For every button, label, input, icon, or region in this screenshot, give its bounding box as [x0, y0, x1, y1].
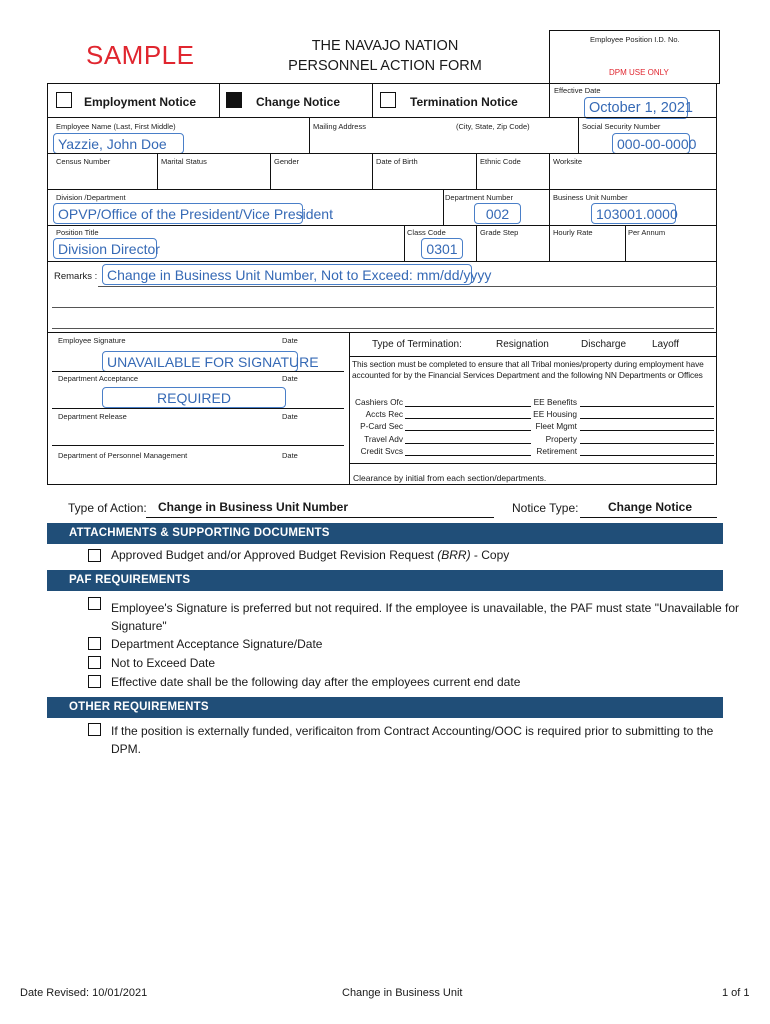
- termination-option-layoff[interactable]: Layoff: [652, 339, 680, 350]
- ethnic-code-label: Ethnic Code: [480, 157, 521, 166]
- footer-title: Change in Business Unit: [342, 987, 463, 999]
- other-item-line1: If the position is externally funded, verificaiton from Contract Accounting/OOC is required prior to submitting to the: [111, 724, 714, 738]
- notice-type-label: Notice Type:: [512, 501, 579, 515]
- date-label: Date: [282, 451, 298, 460]
- gender-label: Gender: [274, 157, 300, 166]
- initial-line[interactable]: [405, 430, 531, 431]
- initial-line[interactable]: [405, 455, 531, 456]
- divider: [476, 153, 477, 189]
- initial-line[interactable]: [405, 443, 531, 444]
- termination-option-resignation[interactable]: Resignation: [496, 339, 549, 350]
- employee-signature-field[interactable]: UNAVAILABLE FOR SIGNATURE: [102, 351, 298, 372]
- other-checkbox[interactable]: [88, 723, 101, 736]
- clearance-item: EE Housing: [533, 409, 577, 420]
- clearance-left-list: [352, 396, 403, 457]
- initial-line[interactable]: [405, 406, 531, 407]
- attachments-banner: ATTACHMENTS & SUPPORTING DOCUMENTS: [47, 523, 723, 544]
- divider: [372, 83, 373, 117]
- attachment-item: [111, 546, 509, 564]
- sample-stamp: SAMPLE: [86, 40, 195, 70]
- change-notice-label: Change Notice: [256, 95, 341, 109]
- divider: [404, 225, 405, 261]
- termination-notice-label: Termination Notice: [410, 95, 518, 109]
- divider: [372, 153, 373, 189]
- mailing-address-label: Mailing Address: [313, 122, 366, 131]
- initial-line[interactable]: [580, 406, 714, 407]
- row-divider: [349, 356, 717, 357]
- grade-step-label: Grade Step: [480, 228, 519, 237]
- employment-notice-label: Employment Notice: [84, 95, 197, 109]
- per-annum-label: Per Annum: [628, 228, 666, 237]
- notice-type-line: [580, 517, 717, 518]
- employee-name-label: Employee Name (Last, First Middle): [56, 122, 176, 131]
- ssn-field[interactable]: 000-00-0000: [612, 133, 690, 154]
- termination-instruction: This section must be completed to ensure that all Tribal monies/property during employment have accounted for by the Financial Services Department and the following NN Departments or Offices: [352, 359, 704, 380]
- other-requirements-banner: OTHER REQUIREMENTS: [47, 697, 723, 718]
- termination-type-label: Type of Termination:: [372, 339, 462, 350]
- department-number-field[interactable]: 002: [474, 203, 521, 224]
- clearance-note: Clearance by initial from each section/departments.: [353, 473, 547, 483]
- dpm-label: Department of Personnel Management: [58, 451, 188, 460]
- employee-name-field[interactable]: Yazzie, John Doe: [53, 133, 184, 154]
- department-acceptance-label: Department Acceptance: [58, 374, 139, 383]
- row-divider: [47, 189, 717, 190]
- divider: [625, 225, 626, 261]
- change-notice-checkbox[interactable]: [226, 92, 242, 108]
- divider: [476, 225, 477, 261]
- paf-item-nte: Not to Exceed Date: [111, 656, 216, 670]
- clearance-item: Credit Svcs: [360, 445, 403, 456]
- divider: [549, 189, 550, 225]
- attachment-item-text: Approved Budget and/or Approved Budget Revision Request: [111, 548, 434, 562]
- divider: [549, 83, 550, 117]
- business-unit-field[interactable]: 103001.0000: [591, 203, 676, 224]
- footer-date-revised: Date Revised: 10/01/2021: [20, 987, 148, 999]
- hourly-rate-label: Hourly Rate: [553, 228, 593, 237]
- remarks-line: [98, 286, 717, 287]
- divider: [219, 83, 220, 117]
- paf-item-signature-line2: Signature": [111, 619, 167, 633]
- date-label: Date: [282, 412, 298, 421]
- paf-item-acceptance: Department Acceptance Signature/Date: [111, 637, 323, 651]
- row-divider: [47, 117, 717, 118]
- divider: [549, 225, 550, 261]
- divider: [157, 153, 158, 189]
- attachment-item-brr: (BRR): [437, 548, 471, 562]
- termination-option-discharge[interactable]: Discharge: [581, 339, 627, 350]
- type-of-action-line: [146, 517, 494, 518]
- worksite-label: Worksite: [553, 157, 583, 166]
- remarks-line: [52, 328, 714, 329]
- date-label: Date: [282, 336, 298, 345]
- effective-date-field[interactable]: October 1, 2021: [584, 97, 688, 119]
- date-label: Date: [282, 374, 298, 383]
- notice-type-value[interactable]: Change Notice: [608, 500, 693, 514]
- signature-line: [52, 445, 344, 446]
- footer-page-number: 1 of 1: [722, 987, 750, 999]
- business-unit-label: Business Unit Number: [553, 193, 628, 202]
- divider: [443, 189, 444, 225]
- attachment-item-tail: - Copy: [470, 548, 510, 562]
- signature-line: [52, 408, 344, 409]
- clearance-item: EE Benefits: [533, 397, 577, 407]
- initial-line[interactable]: [580, 443, 714, 444]
- census-number-label: Census Number: [56, 157, 111, 166]
- clearance-item: Fleet Mgmt: [535, 421, 577, 432]
- clearance-item: Accts Rec: [365, 409, 403, 420]
- divider: [578, 117, 579, 153]
- division-field[interactable]: OPVP/Office of the President/Vice President: [53, 203, 303, 224]
- initial-line[interactable]: [405, 418, 531, 419]
- marital-status-label: Marital Status: [161, 157, 207, 166]
- clearance-right-list: [525, 396, 577, 457]
- row-divider: [47, 261, 717, 262]
- position-title-label: Position Title: [56, 228, 99, 237]
- position-id-label: Employee Position I.D. No.: [590, 35, 680, 44]
- initial-line[interactable]: [580, 455, 714, 456]
- form-title-line2: PERSONNEL ACTION FORM: [288, 58, 482, 74]
- row-divider: [349, 463, 717, 464]
- divider: [270, 153, 271, 189]
- dpm-use-only: DPM USE ONLY: [609, 68, 669, 77]
- paf-checkbox-acceptance[interactable]: [88, 637, 101, 650]
- initial-line[interactable]: [580, 430, 714, 431]
- divider: [309, 117, 310, 153]
- date-of-birth-label: Date of Birth: [376, 157, 418, 166]
- remarks-line: [52, 307, 714, 308]
- paf-checkbox-nte[interactable]: [88, 656, 101, 669]
- paf-requirements-banner: PAF REQUIREMENTS: [47, 570, 723, 591]
- class-code-field[interactable]: 0301: [421, 238, 463, 259]
- clearance-item: Property: [545, 433, 577, 444]
- paf-checkbox-signature[interactable]: [88, 597, 101, 610]
- form-title-line1: THE NAVAJO NATION: [311, 38, 459, 54]
- row-divider: [47, 153, 717, 154]
- remarks-label: Remarks :: [54, 271, 98, 282]
- paf-item-signature-line1: Employee's Signature is preferred but not required. If the employee is unavailable, the PAF must state "Unavailable for: [111, 601, 739, 615]
- initial-line[interactable]: [580, 418, 714, 419]
- city-state-zip-label: (City, State, Zip Code): [456, 122, 530, 131]
- department-number-label: Department Number: [445, 193, 513, 202]
- signature-line: [52, 371, 344, 372]
- remarks-field[interactable]: Change in Business Unit Number, Not to Exceed: mm/dd/yyyy: [102, 264, 472, 285]
- type-of-action-value[interactable]: Change in Business Unit Number: [158, 500, 349, 514]
- employee-signature-label: Employee Signature: [58, 336, 126, 345]
- divider: [549, 153, 550, 189]
- paf-item-effective-date: Effective date shall be the following day after the employees current end date: [111, 675, 521, 689]
- effective-date-label: Effective Date: [554, 86, 601, 95]
- employment-notice-checkbox[interactable]: [56, 92, 72, 108]
- position-title-field[interactable]: Division Director: [53, 238, 157, 259]
- clearance-item: Cashiers Ofc: [355, 397, 403, 407]
- other-item-line2: DPM.: [111, 742, 141, 756]
- ssn-label: Social Security Number: [582, 122, 661, 131]
- department-release-label: Department Release: [58, 412, 127, 421]
- termination-notice-checkbox[interactable]: [380, 92, 396, 108]
- paf-checkbox-effective-date[interactable]: [88, 675, 101, 688]
- row-divider: [47, 332, 717, 333]
- class-code-label: Class Code: [407, 228, 446, 237]
- division-label: Division /Department: [56, 193, 126, 202]
- attachment-checkbox[interactable]: [88, 549, 101, 562]
- row-divider: [47, 225, 717, 226]
- clearance-item: P-Card Sec: [360, 421, 403, 432]
- clearance-item: Retirement: [536, 445, 577, 456]
- type-of-action-label: Type of Action:: [68, 501, 147, 515]
- clearance-item: Travel Adv: [364, 433, 403, 444]
- department-acceptance-field[interactable]: REQUIRED: [102, 387, 286, 408]
